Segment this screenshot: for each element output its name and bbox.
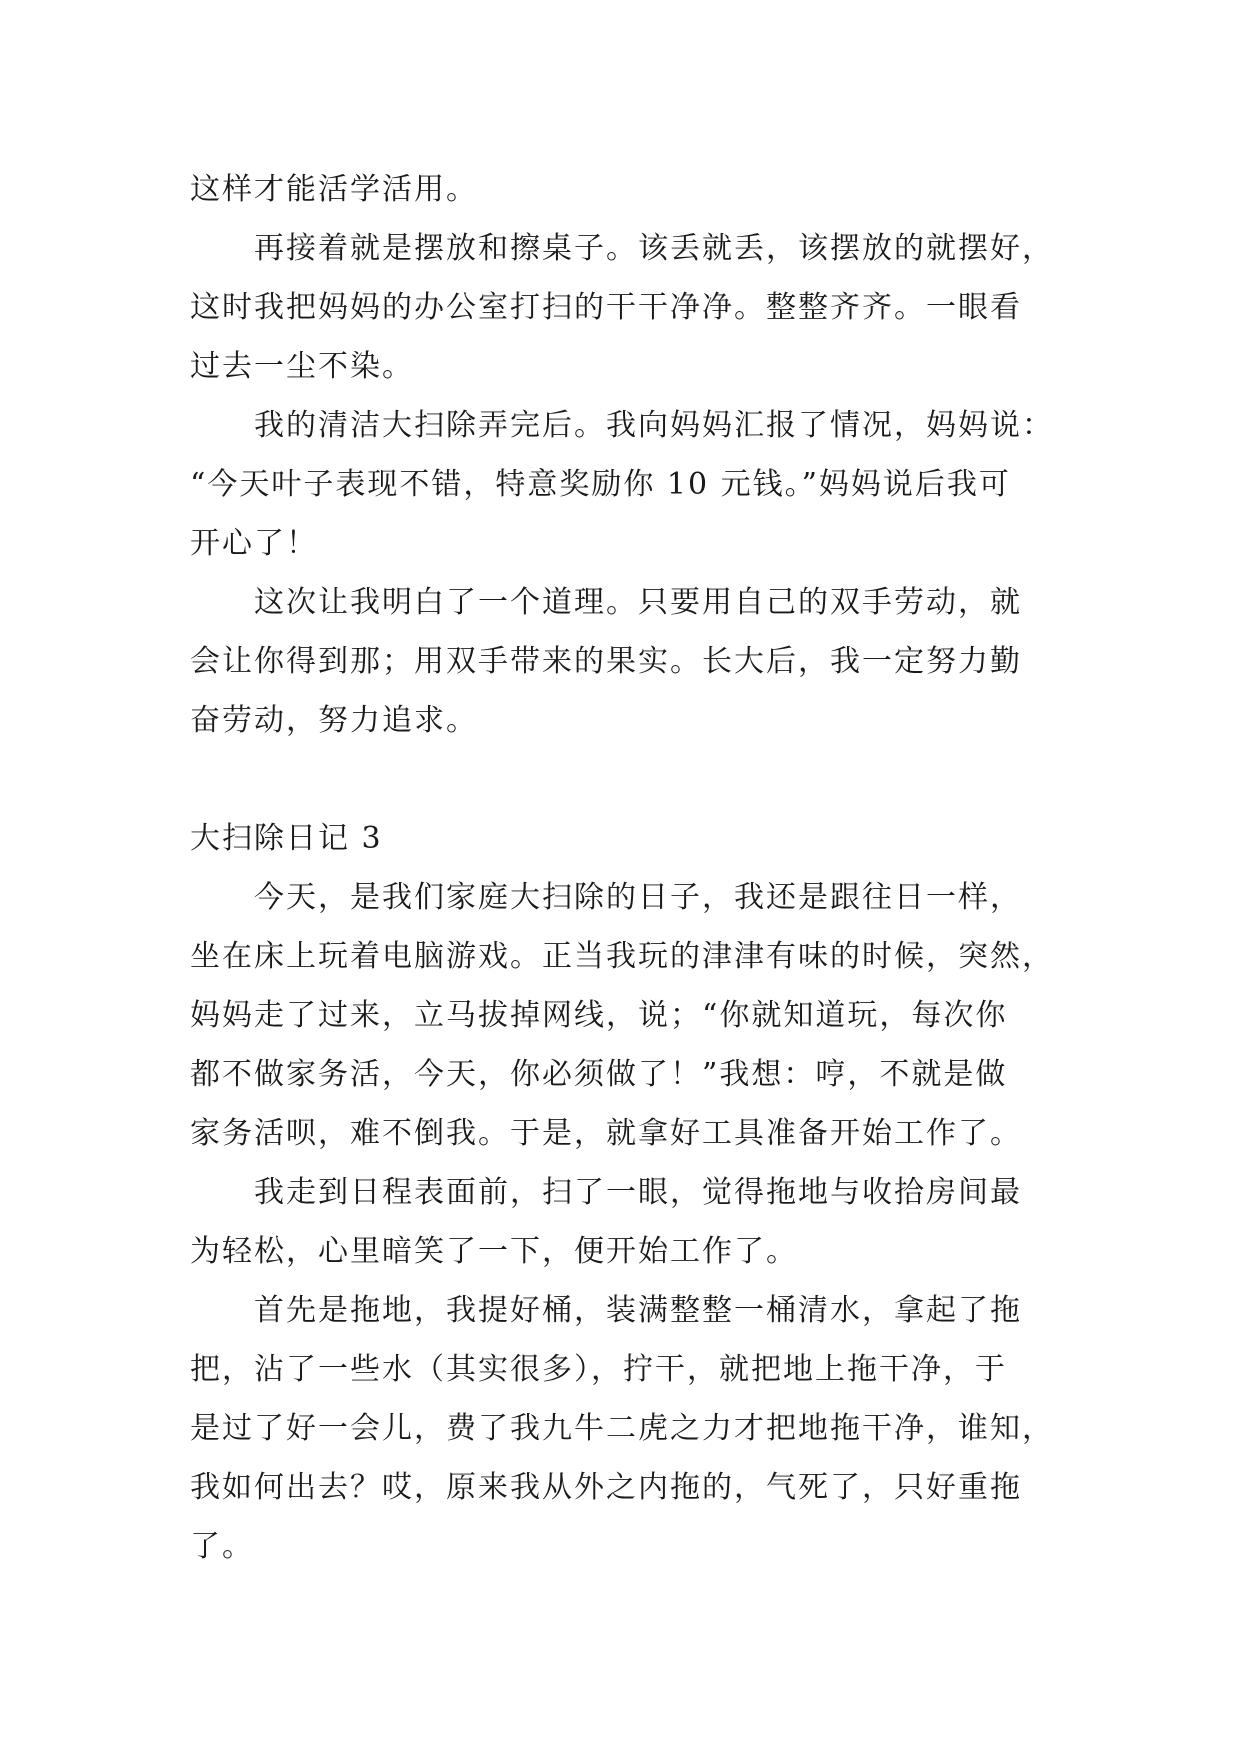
paragraph-line: 再接着就是摆放和擦桌子。该丢就丢，该摆放的就摆好， <box>254 231 1054 266</box>
paragraph-line: 这样才能活学活用。 <box>190 172 478 207</box>
paragraph-report <box>190 396 1060 573</box>
paragraph-line: 过去一尘不染。 <box>190 349 414 384</box>
paragraph-line: 我如何出去？哎，原来我从外之内拖的，气死了，只好重拖 <box>190 1470 1022 1505</box>
paragraph-line: 这次让我明白了一个道理。只要用自己的双手劳动，就 <box>254 585 1022 620</box>
paragraph-line: 奋劳动，努力追求。 <box>190 703 478 738</box>
paragraph-line: 我走到日程表面前，扫了一眼，觉得拖地与收拾房间最 <box>254 1175 1022 1210</box>
paragraph-line: 是过了好一会儿，费了我九牛二虎之力才把地拖干净，谁知， <box>190 1411 1054 1446</box>
paragraph-line: 了。 <box>190 1529 254 1564</box>
document-body <box>190 160 1060 1576</box>
paragraph-line: 会让你得到那；用双手带来的果实。长大后，我一定努力勤 <box>190 644 1022 679</box>
paragraph-line: 我的清洁大扫除弄完后。我向妈妈汇报了情况，妈妈说： <box>254 408 1054 443</box>
paragraph-line: 把，沾了一些水（其实很多），拧干，就把地上拖干净，于 <box>190 1352 1007 1387</box>
paragraph-line: 首先是拖地，我提好桶，装满整整一桶清水，拿起了拖 <box>254 1293 1022 1328</box>
paragraph-intro <box>190 868 1060 1163</box>
paragraph-mopping <box>190 1281 1060 1576</box>
section-spacer <box>190 750 1060 809</box>
paragraph-line: 都不做家务活，今天，你必须做了！”我想：哼，不就是做 <box>190 1057 1008 1092</box>
paragraph-line: 为轻松，心里暗笑了一下，便开始工作了。 <box>190 1234 798 1269</box>
paragraph-line: 开心了！ <box>190 526 318 561</box>
paragraph-line: 今天，是我们家庭大扫除的日子，我还是跟往日一样， <box>254 880 1022 915</box>
paragraph-line: 坐在床上玩着电脑游戏。正当我玩的津津有味的时候，突然， <box>190 939 1054 974</box>
paragraph-line: 这时我把妈妈的办公室打扫的干干净净。整整齐齐。一眼看 <box>190 290 1022 325</box>
paragraph-line: 妈妈走了过来，立马拔掉网线，说；“你就知道玩，每次你 <box>190 998 1008 1033</box>
paragraph-lesson <box>190 573 1060 750</box>
paragraph-line: “今天叶子表现不错，特意奖励你 10 元钱。”妈妈说后我可 <box>190 467 1011 502</box>
paragraph-schedule <box>190 1163 1060 1281</box>
section-heading: 大扫除日记 3 <box>190 821 383 856</box>
paragraph-line: 家务活呗，难不倒我。于是，就拿好工具准备开始工作了。 <box>190 1116 1022 1151</box>
paragraph-desk <box>190 219 1060 396</box>
